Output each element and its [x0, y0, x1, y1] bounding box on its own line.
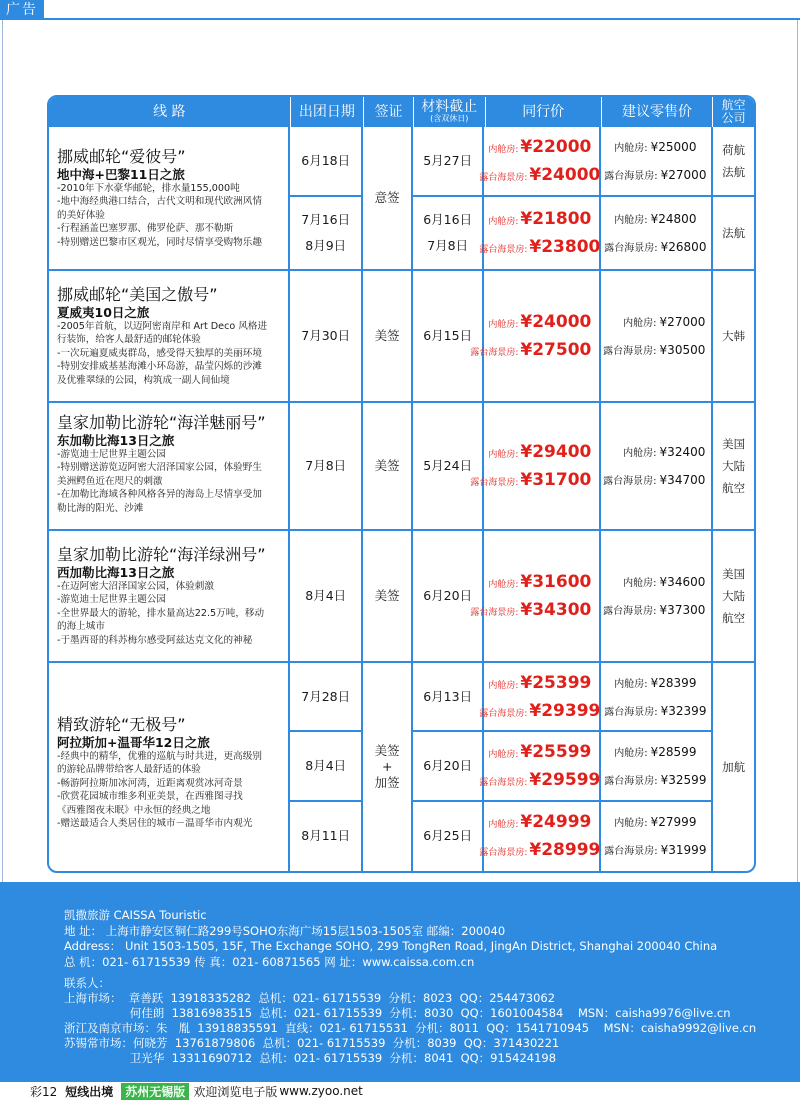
departure-date: 8月11日	[301, 828, 351, 844]
bullet: -游览迪士尼世界主题公园	[57, 449, 166, 460]
departure-date: 8月4日	[305, 587, 347, 603]
retail-price-cell	[601, 403, 713, 529]
cabin-label: 露台海景房:	[479, 173, 528, 183]
contacts	[64, 976, 800, 1066]
peer-price-column	[479, 127, 601, 269]
retail-price-column	[601, 663, 713, 871]
peer-price: ¥28999	[529, 840, 601, 861]
cabin-label: 内舱房:	[614, 678, 648, 690]
bullet: -在迈阿密大沼泽国家公园，体验刺激	[57, 581, 214, 592]
bullet: -一次玩遍夏威夷群岛，感受得天独厚的美丽环境	[57, 347, 262, 359]
contact-line: 上海市场： 章善跃 13918335282 总机：021- 61715539 分机：8023 QQ：254473062	[64, 991, 556, 1005]
cabin-label: 内舱房:	[614, 818, 648, 830]
bullet: 的游轮品牌带给客人最舒适的体验	[57, 764, 201, 776]
contact-line: 卫光华 13311690712 总机：021- 61715539 分机：8041 QQ：915424198	[64, 1051, 557, 1065]
peer-price-column	[479, 663, 601, 871]
peer-price: ¥24000	[520, 312, 592, 332]
deadline-cell	[413, 271, 484, 401]
bullet: 勒比海的阳光、沙滩	[57, 502, 144, 514]
bullet: 美洲鳄鱼近在咫尺的刺激	[57, 475, 163, 487]
departure-date: 8月4日	[305, 758, 347, 774]
visa-type: 意签	[374, 189, 400, 205]
retail-price: ¥25000	[650, 140, 697, 154]
airline: 法航	[722, 165, 746, 179]
ship-name: 挪威邮轮“爱彼号”	[57, 147, 186, 166]
route-description	[49, 663, 290, 871]
retail-price: ¥37300	[659, 603, 706, 617]
deadline-date: 7月8日	[427, 238, 469, 253]
contact-line: 浙江及南京市场：朱 胤 13918835591 直线：021- 61715531 分机：8011 QQ：1541710945 MSN：caisha9992@live.cn	[64, 1021, 757, 1035]
cabin-label: 露台海景房:	[470, 348, 519, 358]
route-bullets	[57, 580, 282, 647]
retail-price-cell	[601, 663, 711, 732]
route-description	[49, 403, 290, 529]
bullet: -2005年首航，以迈阿密南岸和 Art Deco 风格进	[57, 321, 268, 332]
airline-cell	[713, 271, 754, 401]
cabin-label: 露台海景房:	[604, 776, 658, 788]
airline: 大韩	[722, 329, 746, 343]
retail-price: ¥32399	[660, 703, 707, 718]
cabin-label: 露台海景房:	[479, 778, 528, 789]
cabin-label: 露台海景房:	[603, 606, 657, 617]
header-retail-price: 建议零售价	[602, 97, 713, 127]
contact-line: 何佳朗 13816983515 总机：021- 61715539 分机：8030 QQ：1601004584 MSN：caisha9976@live.cn	[64, 1006, 731, 1020]
date-cell	[290, 732, 361, 801]
date-cell	[290, 271, 363, 401]
date-column	[290, 663, 363, 871]
ship-name: 皇家加勒比游轮“海洋绿洲号”	[57, 545, 266, 564]
date-cell	[290, 663, 361, 732]
cabin-label: 露台海景房:	[470, 478, 519, 488]
bullet: -畅游阿拉斯加冰河湾，近距离观赏冰河奇景	[57, 777, 243, 789]
retail-price: ¥32599	[660, 773, 707, 788]
bullet: -特别安排威基基海滩小环岛游，晶莹闪烁的沙滩	[57, 361, 262, 373]
contact-footer	[0, 882, 800, 1082]
deadline-cell	[413, 197, 482, 269]
peer-price: ¥34300	[520, 600, 592, 620]
ship-name: 挪威邮轮“美国之傲号”	[57, 285, 218, 304]
bullet: -在加勒比海域各种风格各异的海岛上尽情享受加	[57, 489, 262, 501]
bullet: 《西雅图夜未眠》中永恒的经典之地	[57, 804, 211, 816]
peer-price-cell	[479, 127, 601, 197]
departure-date: 6月18日	[301, 153, 351, 168]
retail-price-cell	[601, 802, 711, 871]
retail-price-cell	[601, 127, 711, 197]
header-visa: 签证	[364, 97, 414, 127]
retail-price-cell	[601, 732, 711, 801]
page-number: 彩12	[30, 1084, 58, 1099]
peer-price-cell	[479, 802, 601, 871]
date-cell	[290, 403, 363, 529]
visa-cell	[363, 403, 413, 529]
deadline-cell	[413, 732, 482, 801]
airline: 大陆	[722, 459, 746, 473]
bottom-strip	[0, 1082, 800, 1100]
deadline-cell	[413, 531, 484, 661]
deadline-column	[413, 127, 484, 269]
date-cell	[290, 197, 361, 269]
cabin-label: 内舱房:	[488, 750, 519, 761]
airline-cell	[713, 403, 754, 529]
cabin-label: 内舱房:	[488, 820, 519, 831]
airline: 加航	[722, 760, 746, 774]
route-bullets	[57, 320, 282, 387]
retail-price: ¥27000	[660, 168, 707, 182]
cabin-label: 露台海景房:	[479, 848, 528, 859]
cabin-label: 内舱房:	[488, 145, 519, 155]
phone-line: 总 机：021- 61715539 传 真：021- 60871565 网 址：www.caissa.com.cn	[64, 954, 475, 969]
peer-price: ¥24000	[529, 165, 601, 185]
cabin-label: 露台海景房:	[603, 346, 657, 357]
cabin-label: 露台海景房:	[479, 708, 528, 719]
date-cell	[290, 802, 361, 871]
cabin-label: 内舱房:	[488, 217, 519, 227]
bullet: 的美好体验	[57, 209, 105, 221]
cabin-label: 露台海景房:	[604, 243, 658, 254]
airline-column	[713, 127, 754, 269]
peer-price-cell	[479, 197, 601, 269]
bullet: -赠送最适合人类居住的城市－温哥华市内观光	[57, 818, 253, 830]
website-link[interactable]: www.zyoo.net	[279, 1084, 363, 1098]
peer-price: ¥21800	[520, 209, 592, 229]
peer-price-cell	[470, 531, 601, 661]
visa-cell	[363, 663, 413, 871]
cabin-label: 露台海景房:	[604, 171, 658, 182]
visa-cell	[363, 531, 413, 661]
header-peer-price: 同行价	[486, 97, 602, 127]
bullet: -于墨西哥的科苏梅尔感受阿兹达克文化的神秘	[57, 634, 253, 646]
peer-price-cell	[470, 403, 601, 529]
visa-type: 美签	[374, 587, 400, 603]
retail-price: ¥31999	[660, 843, 707, 858]
departure-date: 7月8日	[305, 457, 347, 473]
visa-type: 美签	[374, 327, 400, 343]
date-cell	[290, 127, 361, 197]
ship-name: 皇家加勒比游轮“海洋魅丽号”	[57, 413, 266, 432]
deadline-cell	[413, 403, 484, 529]
contact-line: 苏锡常市场：何晓芳 13761879806 总机：021- 61715539 分机：8039 QQ：371430221	[64, 1036, 560, 1050]
peer-price: ¥27500	[520, 340, 592, 360]
deadline-column	[413, 663, 484, 871]
peer-price: ¥31700	[520, 470, 592, 490]
cabin-label: 内舱房:	[614, 215, 648, 226]
airline: 法航	[722, 226, 746, 240]
route-group	[49, 661, 754, 871]
route-description	[49, 271, 290, 401]
departure-date: 8月9日	[305, 238, 347, 253]
deadline-date: 5月27日	[423, 153, 473, 168]
airline-cell	[713, 663, 754, 871]
retail-price: ¥27999	[650, 815, 697, 830]
peer-price: ¥25599	[520, 742, 592, 763]
airline: 荷航	[722, 143, 746, 157]
retail-price: ¥30500	[659, 343, 706, 357]
date-column	[290, 127, 363, 269]
bullet: -游览迪士尼世界主题公园	[57, 594, 166, 606]
peer-price: ¥29599	[529, 770, 601, 791]
route-description	[49, 531, 290, 661]
bullet: -特别赠送巴黎市区观光，同时尽情享受购物乐趣	[57, 236, 262, 248]
bullet: 的海上城市	[57, 621, 105, 633]
cabin-label: 内舱房:	[623, 318, 657, 329]
airline-cell	[713, 197, 754, 269]
retail-price: ¥34600	[659, 575, 706, 589]
edition-tag: 苏州无锡版	[121, 1083, 189, 1100]
departure-date: 7月30日	[301, 327, 351, 343]
bullet: -全世界最大的游轮，排水量高达22.5万吨，移动	[57, 607, 265, 619]
peer-price: ¥23800	[529, 237, 601, 257]
deadline-date: 6月25日	[423, 828, 473, 844]
route-group	[49, 127, 754, 269]
cabin-label: 内舱房:	[488, 320, 519, 330]
retail-price-column	[601, 127, 713, 269]
cabin-label: 内舱房:	[488, 580, 519, 590]
route-description	[49, 127, 290, 269]
route-subtitle: 东加勒比海13日之旅	[57, 433, 175, 448]
route-group	[49, 401, 754, 529]
peer-price: ¥25399	[520, 672, 592, 693]
cabin-label: 内舱房:	[623, 578, 657, 589]
retail-price: ¥26800	[660, 240, 707, 254]
deadline-date: 6月15日	[423, 327, 473, 343]
bullet: 行装饰，给客人最舒适的邮轮体验	[57, 334, 201, 346]
deadline-cell	[413, 663, 482, 732]
peer-price-cell	[470, 271, 601, 401]
retail-price: ¥28599	[650, 745, 697, 760]
header-route: 线 路	[49, 97, 291, 127]
header-deadline-label: 材料截止	[421, 99, 478, 116]
peer-price-cell	[479, 732, 601, 801]
visa-plus: +	[381, 758, 393, 774]
visa-type: 加签	[374, 775, 400, 791]
retail-price: ¥27000	[659, 315, 706, 329]
route-bullets	[57, 750, 282, 830]
peer-price: ¥29400	[520, 442, 592, 462]
departure-date: 7月28日	[301, 688, 351, 704]
cabin-label: 内舱房:	[614, 748, 648, 760]
cabin-label: 露台海景房:	[479, 245, 528, 255]
deadline-cell	[413, 127, 482, 197]
retail-price: ¥28399	[650, 675, 697, 690]
header-airline-label: 航空公司	[721, 98, 746, 125]
cabin-label: 露台海景房:	[603, 476, 657, 487]
cabin-label: 内舱房:	[488, 450, 519, 460]
airline-cell	[713, 127, 754, 197]
peer-price: ¥22000	[520, 137, 592, 157]
route-subtitle: 地中海+巴黎11日之旅	[57, 167, 185, 182]
retail-price: ¥34700	[659, 473, 706, 487]
route-group	[49, 269, 754, 401]
bullet: -2010年下水豪华邮轮，排水量155,000吨	[57, 183, 240, 194]
route-group	[49, 529, 754, 661]
route-subtitle: 阿拉斯加+温哥华12日之旅	[57, 735, 210, 750]
bullet: 及优雅翠绿的公园，构筑成一副人间仙境	[57, 374, 230, 386]
visa-type: 美签	[374, 457, 400, 473]
online-note: 欢迎浏览电子版	[193, 1084, 278, 1099]
route-bullets	[57, 182, 282, 249]
retail-price: ¥32400	[659, 445, 706, 459]
airline: 航空	[722, 481, 746, 495]
address-en: Address： Unit 1503-1505, 15F, The Exchange SOHO, 299 TongRen Road, JingAn District, Shanghai 200040 China	[64, 939, 718, 953]
deadline-date: 6月20日	[423, 587, 473, 603]
visa-cell	[363, 271, 413, 401]
cabin-label: 内舱房:	[614, 143, 648, 154]
peer-price: ¥31600	[520, 572, 592, 592]
peer-price-cell	[479, 663, 601, 732]
date-cell	[290, 531, 363, 661]
bullet: -欣赏花园城市维多利亚美景，在西雅图寻找	[57, 791, 243, 803]
deadline-date: 6月20日	[423, 758, 473, 774]
peer-price: ¥24999	[520, 812, 592, 833]
route-subtitle: 西加勒比海13日之旅	[57, 565, 175, 580]
deadline-cell	[413, 802, 482, 871]
bullet: -特别赠送游览迈阿密大沼泽国家公园，体验野生	[57, 462, 262, 474]
route-subtitle: 夏威夷10日之旅	[57, 305, 150, 320]
visa-cell	[363, 127, 413, 269]
departure-date: 7月16日	[301, 212, 351, 227]
contacts-title: 联系人：	[64, 976, 110, 990]
section-title: 短线出境	[65, 1084, 114, 1099]
deadline-date: 6月13日	[423, 688, 473, 704]
header-date: 出团日期	[291, 97, 365, 127]
bullet: -行程涵盖巴塞罗那、佛罗伦萨、那不勒斯	[57, 223, 234, 235]
cabin-label: 露台海景房:	[470, 608, 519, 618]
cabin-label: 内舱房:	[623, 448, 657, 459]
deadline-date: 6月16日	[423, 212, 473, 227]
address-cn: 地 址： 上海市静安区铜仁路299号SOHO东海广场15层1503-1505室 邮编：200040	[64, 923, 506, 938]
cabin-label: 内舱房:	[488, 680, 519, 691]
airline-cell	[713, 531, 754, 661]
airline: 大陆	[722, 589, 746, 603]
header-airline	[713, 97, 754, 127]
airline: 美国	[722, 567, 746, 581]
retail-price: ¥24800	[650, 212, 697, 226]
cabin-label: 露台海景房:	[604, 846, 658, 858]
airline: 航空	[722, 611, 746, 625]
ship-name: 精致游轮“无极号”	[57, 715, 186, 734]
airline: 美国	[722, 437, 746, 451]
retail-price-cell	[601, 197, 711, 269]
table-header	[49, 97, 754, 127]
retail-price-cell	[601, 531, 713, 661]
bullet: -经典中的精华，优雅的巡航与时共进，更高级别	[57, 751, 262, 762]
bullet: -地中海经典港口结合，古代文明和现代欧洲风情	[57, 196, 262, 208]
company-name: 凯撒旅游 CAISSA Touristic	[64, 908, 207, 922]
header-deadline	[414, 97, 486, 127]
route-bullets	[57, 448, 282, 515]
ad-label: 广告	[0, 0, 44, 20]
peer-price: ¥29399	[529, 700, 601, 721]
visa-type: 美签	[374, 742, 400, 758]
route-price-table	[47, 95, 756, 873]
deadline-date: 5月24日	[423, 457, 473, 473]
header-deadline-note: (含双休日)	[430, 114, 469, 124]
cabin-label: 露台海景房:	[604, 706, 658, 718]
retail-price-cell	[601, 271, 713, 401]
